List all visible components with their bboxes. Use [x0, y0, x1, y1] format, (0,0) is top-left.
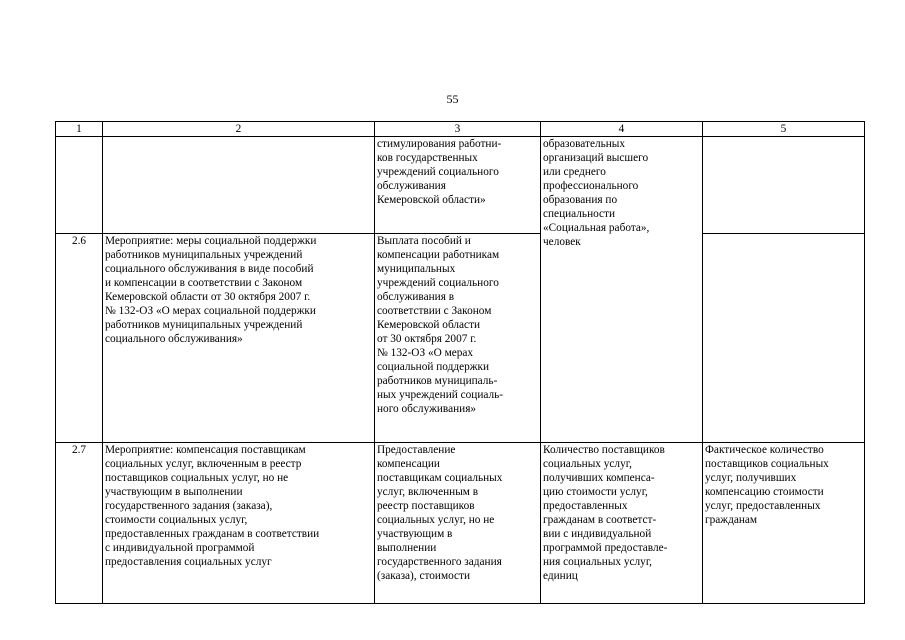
header-cell: 2	[103, 122, 375, 137]
row-number-cell	[56, 137, 103, 234]
header-cell: 3	[375, 122, 541, 137]
header-cell: 4	[541, 122, 703, 137]
table-row	[56, 234, 865, 443]
table-row	[56, 137, 865, 234]
method-cell	[703, 234, 865, 443]
header-row	[56, 122, 865, 137]
indicator-cell: Выплата пособий и компенсации работникам муниципальных учреждений социального обслуживания в соответствии с Законом Кемеровской области от 30 октября 2007 г. № 132-ОЗ «О мерах социальной поддержки работников муниципаль- ных учреждений социаль- ного обслуживания»	[375, 234, 541, 443]
measure-cell: Мероприятие: компенсация поставщикам социальных услуг, включенным в реестр поставщиков социальных услуг, но не участвующим в выполнении государственного задания (заказа), стоимости социальных услуг, предоставленных гражданам в соответствии с индивидуальной программой предоставления социальных услуг	[103, 443, 375, 604]
unit-cell: Количество поставщиков социальных услуг, получивших компенса- цию стоимости услуг, предоставленных гражданам в соответст- вии с индивидуальной программой предоставле- ния социальных услуг, единиц	[541, 443, 703, 604]
row-number-cell: 2.7	[56, 443, 103, 604]
measure-cell: Мероприятие: меры социальной поддержки работников муниципальных учреждений социального обслуживания в виде пособий и компенсации в соответствии с Законом Кемеровской области от 30 октября 2007 г. № 132-ОЗ «О мерах социальной поддержки работников муниципальных учреждений социального обслуживания»	[103, 234, 375, 443]
unit-cell: образовательных организаций высшего или среднего профессионального образования по специальности «Социальная работа», человек	[541, 137, 703, 443]
row-number-cell: 2.6	[56, 234, 103, 443]
method-cell: Фактическое количество поставщиков социальных услуг, получивших компенсацию стоимости услуг, предоставленных гражданам	[703, 443, 865, 604]
method-cell	[703, 137, 865, 234]
page-number: 55	[446, 92, 459, 106]
indicator-cell: Предоставление компенсации поставщикам социальных услуг, включенным в реестр поставщиков социальных услуг, но не участвующим в выполнении государственного задания (заказа), стоимости	[375, 443, 541, 604]
table-row	[56, 443, 865, 604]
header-cell: 1	[56, 122, 103, 137]
header-cell: 5	[703, 122, 865, 137]
document-table	[55, 121, 865, 604]
measure-cell	[103, 137, 375, 234]
indicator-cell: стимулирования работни- ков государственных учреждений социального обслуживания Кемеровской области»	[375, 137, 541, 234]
